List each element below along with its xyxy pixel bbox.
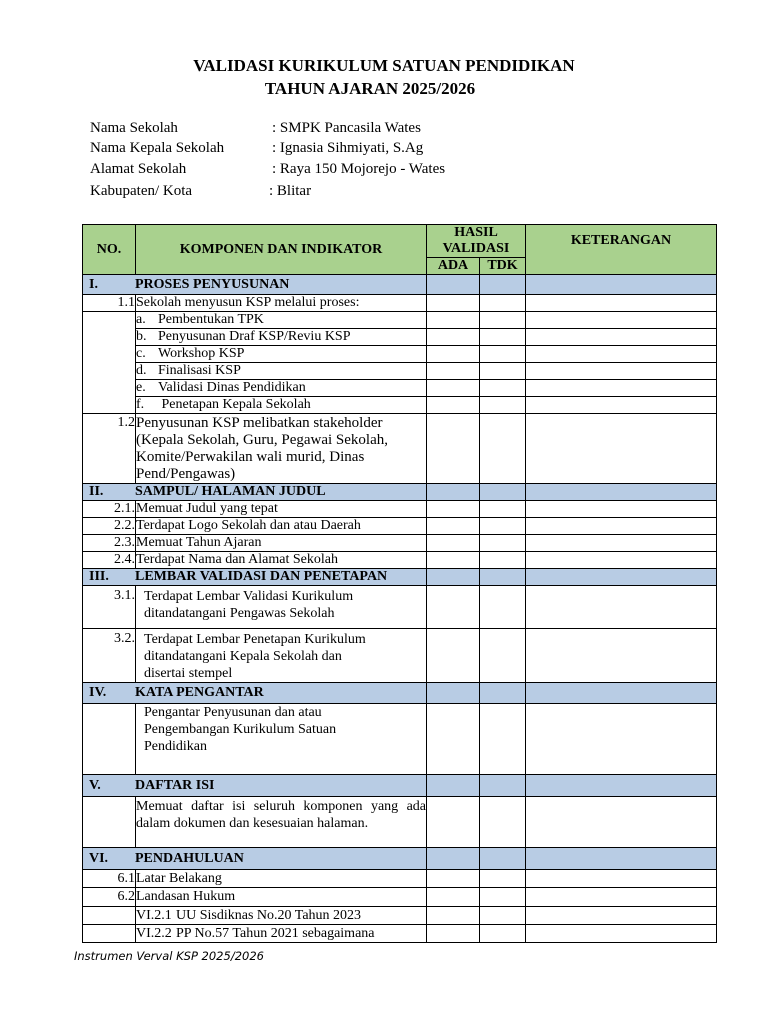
keterangan-cell[interactable] [526, 346, 717, 363]
table-row [83, 870, 717, 888]
tdk-cell[interactable] [480, 586, 526, 629]
ada-cell[interactable] [427, 586, 480, 629]
row-number-empty [83, 704, 136, 775]
row-text [136, 346, 427, 363]
tdk-cell[interactable] [480, 414, 526, 484]
item-letter: b. [136, 329, 147, 344]
keterangan-cell[interactable] [526, 629, 717, 683]
keterangan-cell[interactable] [526, 501, 717, 518]
keterangan-cell[interactable] [526, 907, 717, 925]
row-text: Terdapat Nama dan Alamat Sekolah [136, 552, 427, 569]
section-title: KATA PENGANTAR [135, 685, 264, 700]
tdk-cell[interactable] [480, 925, 526, 943]
table-row [83, 552, 717, 569]
tdk-cell[interactable] [480, 295, 526, 312]
info-value-regency: : Blitar [269, 183, 312, 199]
row-text [136, 363, 427, 380]
table-row [83, 629, 717, 683]
item-text: Validasi Dinas Pendidikan [158, 380, 306, 395]
table-row [83, 586, 717, 629]
keterangan-cell[interactable] [526, 797, 717, 848]
section-row-5 [83, 775, 717, 797]
tdk-cell[interactable] [480, 870, 526, 888]
validation-table [82, 224, 717, 943]
tdk-cell[interactable] [480, 535, 526, 552]
header-komponen: KOMPONEN DAN INDIKATOR [136, 225, 427, 275]
ada-cell[interactable] [427, 501, 480, 518]
row-number: 3.1. [83, 586, 136, 629]
info-label-principal: Nama Kepala Sekolah [90, 140, 225, 156]
keterangan-cell[interactable] [526, 704, 717, 775]
section-number: III. [89, 569, 109, 584]
keterangan-cell[interactable] [526, 775, 717, 797]
info-label-address: Alamat Sekolah [90, 161, 187, 177]
table-row [83, 346, 717, 363]
keterangan-cell[interactable] [526, 888, 717, 907]
ada-cell[interactable] [427, 870, 480, 888]
row-number: 2.3. [83, 535, 136, 552]
table-row [83, 397, 717, 414]
tdk-cell[interactable] [480, 848, 526, 870]
row-text [136, 397, 427, 414]
ada-cell[interactable] [427, 295, 480, 312]
ada-cell[interactable] [427, 329, 480, 346]
info-label-regency: Kabupaten/ Kota [90, 183, 193, 199]
info-value-principal: : Ignasia Sihmiyati, S.Ag [272, 140, 424, 156]
row-number-empty [83, 346, 136, 363]
keterangan-cell[interactable] [526, 586, 717, 629]
item-text: Workshop KSP [158, 346, 245, 361]
keterangan-cell[interactable] [526, 518, 717, 535]
row-number: 3.2. [83, 629, 136, 683]
row-text: Latar Belakang [136, 870, 427, 888]
item-text: Penyusunan Draf KSP/Reviu KSP [158, 329, 351, 344]
item-letter: a. [136, 312, 146, 327]
tdk-cell[interactable] [480, 569, 526, 586]
row-number: 1.1 [83, 295, 136, 312]
info-value-school-name: : SMPK Pancasila Wates [272, 120, 421, 136]
page-footer: Instrumen Verval KSP 2025/2026 [74, 949, 264, 963]
row-text [136, 925, 427, 943]
header-tdk: TDK [480, 258, 526, 275]
table-row [83, 535, 717, 552]
row-code: VI.2.1 [136, 907, 172, 923]
row-text: Terdapat Logo Sekolah dan atau Daerah [136, 518, 427, 535]
item-letter: d. [136, 363, 147, 378]
tdk-cell[interactable] [480, 518, 526, 535]
keterangan-cell[interactable] [526, 380, 717, 397]
keterangan-cell[interactable] [526, 414, 717, 484]
table-row [83, 329, 717, 346]
table-row [83, 888, 717, 907]
keterangan-cell[interactable] [526, 552, 717, 569]
row-text: Pengantar Penyusunan dan atau Pengembangan Kurikulum Satuan Pendidikan [136, 704, 427, 775]
row-text: Terdapat Lembar Validasi Kurikulum ditandatangani Pengawas Sekolah [136, 586, 427, 629]
keterangan-cell[interactable] [526, 683, 717, 704]
keterangan-cell[interactable] [526, 275, 717, 295]
tdk-cell[interactable] [480, 888, 526, 907]
table-row [83, 907, 717, 925]
ada-cell[interactable] [427, 907, 480, 925]
ada-cell[interactable] [427, 797, 480, 848]
ada-cell[interactable] [427, 535, 480, 552]
row-text: Sekolah menyusun KSP melalui proses: [136, 295, 427, 312]
row-code-text: PP No.57 Tahun 2021 sebagaimana [176, 925, 375, 941]
keterangan-cell[interactable] [526, 535, 717, 552]
ada-cell[interactable] [427, 312, 480, 329]
ada-cell[interactable] [427, 397, 480, 414]
header-ada: ADA [427, 258, 480, 275]
tdk-cell[interactable] [480, 775, 526, 797]
section-number: II. [89, 484, 104, 499]
row-text: Landasan Hukum [136, 888, 427, 907]
info-value-address: : Raya 150 Mojorejo - Wates [272, 161, 446, 177]
ada-cell[interactable] [427, 552, 480, 569]
item-letter: e. [136, 380, 146, 395]
section-number: V. [89, 777, 101, 793]
ada-cell[interactable] [427, 346, 480, 363]
ada-cell[interactable] [427, 848, 480, 870]
row-number: 2.1. [83, 501, 136, 518]
row-text: Memuat Tahun Ajaran [136, 535, 427, 552]
ada-cell[interactable] [427, 414, 480, 484]
tdk-cell[interactable] [480, 275, 526, 295]
row-text [136, 380, 427, 397]
row-number-empty [83, 797, 136, 848]
ada-cell[interactable] [427, 380, 480, 397]
row-number: 1.2 [83, 414, 136, 484]
keterangan-cell[interactable] [526, 569, 717, 586]
ada-cell[interactable] [427, 683, 480, 704]
section-row-2 [83, 484, 717, 501]
item-text: Pembentukan TPK [158, 312, 264, 327]
section-number: I. [89, 276, 98, 292]
keterangan-cell[interactable] [526, 870, 717, 888]
keterangan-cell[interactable] [526, 312, 717, 329]
tdk-cell[interactable] [480, 312, 526, 329]
info-label-school-name: Nama Sekolah [90, 120, 178, 136]
keterangan-cell[interactable] [526, 484, 717, 501]
tdk-cell[interactable] [480, 397, 526, 414]
ada-cell[interactable] [427, 925, 480, 943]
row-number: 2.4. [83, 552, 136, 569]
header-hasil-validasi: HASIL VALIDASI [427, 225, 526, 258]
keterangan-cell[interactable] [526, 295, 717, 312]
keterangan-cell[interactable] [526, 925, 717, 943]
table-row [83, 797, 717, 848]
section-title: PENDAHULUAN [135, 850, 244, 866]
table-row [83, 925, 717, 943]
row-code: VI.2.2 [136, 925, 172, 941]
table-row [83, 518, 717, 535]
keterangan-cell[interactable] [526, 363, 717, 380]
table-row [83, 295, 717, 312]
tdk-cell[interactable] [480, 683, 526, 704]
tdk-cell[interactable] [480, 484, 526, 501]
section-row-4 [83, 683, 717, 704]
ada-cell[interactable] [427, 888, 480, 907]
tdk-cell[interactable] [480, 797, 526, 848]
tdk-cell[interactable] [480, 380, 526, 397]
ada-cell[interactable] [427, 518, 480, 535]
section-row-3 [83, 569, 717, 586]
item-letter: f. [136, 397, 145, 412]
header-keterangan: KETERANGAN [526, 225, 717, 275]
row-text [136, 329, 427, 346]
row-code-text: UU Sisdiknas No.20 Tahun 2023 [176, 907, 362, 923]
document-title-line1: VALIDASI KURIKULUM SATUAN PENDIDIKAN [193, 56, 575, 75]
section-row-1 [83, 275, 717, 295]
section-title: DAFTAR ISI [135, 777, 215, 793]
row-number-empty [83, 363, 136, 380]
tdk-cell[interactable] [480, 629, 526, 683]
keterangan-cell[interactable] [526, 397, 717, 414]
tdk-cell[interactable] [480, 501, 526, 518]
table-row [83, 704, 717, 775]
section-number: IV. [89, 685, 107, 700]
item-text: Penetapan Kepala Sekolah [158, 397, 311, 412]
tdk-cell[interactable] [480, 329, 526, 346]
keterangan-cell[interactable] [526, 329, 717, 346]
section-row-6 [83, 848, 717, 870]
row-number-empty [83, 907, 136, 925]
ada-cell[interactable] [427, 629, 480, 683]
row-text [136, 907, 427, 925]
row-number-empty [83, 312, 136, 329]
row-number: 2.2. [83, 518, 136, 535]
header-no: NO. [83, 225, 136, 275]
section-title: SAMPUL/ HALAMAN JUDUL [135, 484, 326, 499]
table-row [83, 312, 717, 329]
ada-cell[interactable] [427, 775, 480, 797]
item-letter: c. [136, 346, 146, 361]
row-number-empty [83, 380, 136, 397]
row-number-empty [83, 397, 136, 414]
row-text: Memuat Judul yang tepat [136, 501, 427, 518]
tdk-cell[interactable] [480, 907, 526, 925]
section-title: LEMBAR VALIDASI DAN PENETAPAN [135, 569, 388, 584]
item-text: Finalisasi KSP [158, 363, 241, 378]
ada-cell[interactable] [427, 363, 480, 380]
document-title-line2: TAHUN AJARAN 2025/2026 [264, 79, 476, 98]
tdk-cell[interactable] [480, 704, 526, 775]
table-row [83, 414, 717, 484]
row-text: Memuat daftar isi seluruh komponen yang ada dalam dokumen dan kesesuaian halaman. [136, 797, 427, 848]
table-row [83, 501, 717, 518]
tdk-cell[interactable] [480, 346, 526, 363]
row-number: 6.1 [83, 870, 136, 888]
row-number-empty [83, 925, 136, 943]
table-row [83, 363, 717, 380]
row-text: Penyusunan KSP melibatkan stakeholder (Kepala Sekolah, Guru, Pegawai Sekolah, Komite/Perwakilan wali murid, Dinas Pend/Pengawas) [136, 414, 427, 484]
row-number-empty [83, 329, 136, 346]
tdk-cell[interactable] [480, 552, 526, 569]
keterangan-cell[interactable] [526, 848, 717, 870]
section-number: VI. [89, 850, 109, 866]
row-text: Terdapat Lembar Penetapan Kurikulum ditandatangani Kepala Sekolah dan disertai stempel [136, 629, 427, 683]
table-row [83, 380, 717, 397]
row-text [136, 312, 427, 329]
section-title: PROSES PENYUSUNAN [135, 276, 290, 292]
ada-cell[interactable] [427, 704, 480, 775]
tdk-cell[interactable] [480, 363, 526, 380]
ada-cell[interactable] [427, 275, 480, 295]
ada-cell[interactable] [427, 484, 480, 501]
row-number: 6.2 [83, 888, 136, 907]
ada-cell[interactable] [427, 569, 480, 586]
